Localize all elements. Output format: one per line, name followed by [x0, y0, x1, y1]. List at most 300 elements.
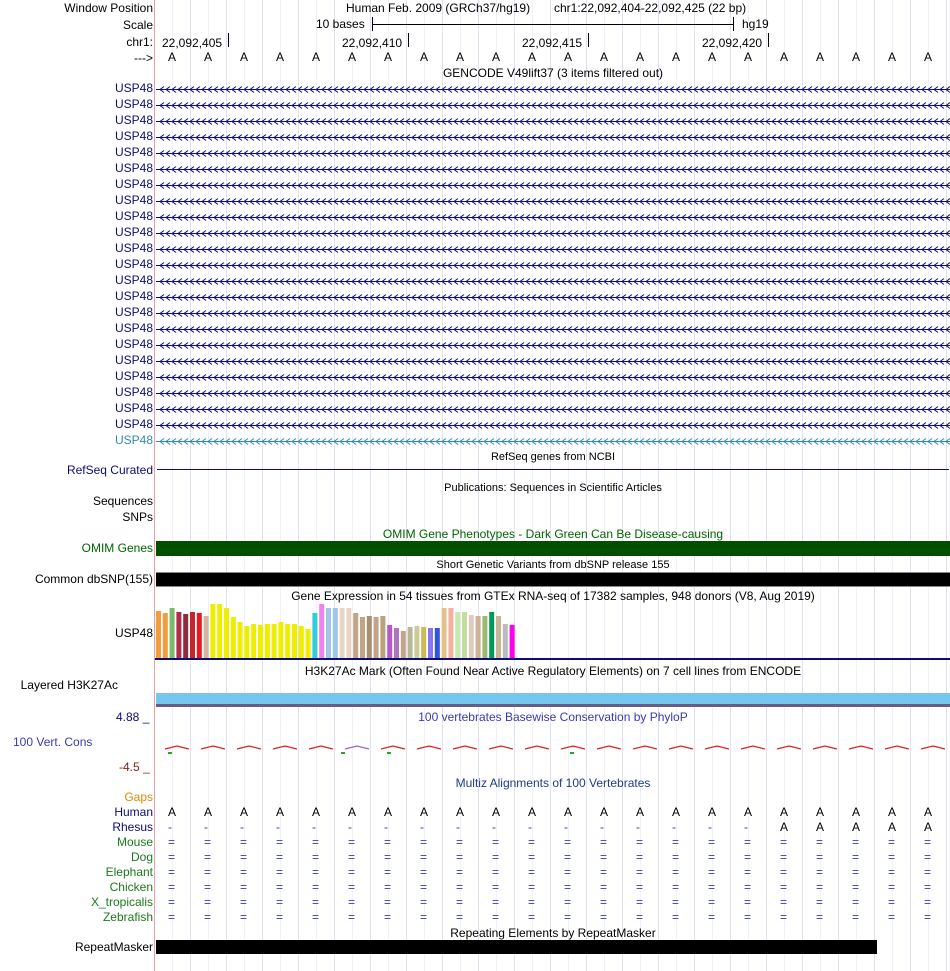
alignment-base: A: [276, 805, 285, 819]
alignment-base: A: [168, 805, 177, 819]
alignment-base: =: [312, 880, 320, 894]
alignment-base: =: [708, 910, 716, 924]
gtex-tissue-bar: [333, 608, 338, 658]
alignment-base: A: [744, 805, 753, 819]
alignment-base: =: [456, 850, 464, 864]
assembly-text: Human Feb. 2009 (GRCh37/hg19): [346, 1, 531, 15]
h3k27ac-title[interactable]: H3K27Ac Mark (Often Found Near Active Regulatory Elements) on 7 cell lines from ENCODE: [304, 664, 802, 678]
gtex-tissue-bar: [489, 612, 494, 658]
alignment-base: =: [564, 895, 572, 909]
gencode-transcript-label[interactable]: USP48: [114, 401, 153, 415]
coord-tick-mark: [588, 33, 589, 47]
alignment-base: =: [924, 865, 932, 879]
gtex-tissue-bar: [170, 608, 175, 658]
alignment-base: =: [564, 850, 572, 864]
multiz-species-label[interactable]: Human: [114, 805, 153, 819]
gencode-transcript[interactable]: [156, 291, 950, 303]
multiz-species-label[interactable]: X_tropicalis: [90, 895, 153, 909]
gencode-transcript-label[interactable]: USP48: [114, 193, 153, 207]
gencode-transcript[interactable]: [156, 403, 950, 415]
phylop-mark: [341, 752, 345, 754]
gencode-transcript[interactable]: [156, 227, 950, 239]
phylop-mark: [489, 746, 513, 749]
gtex-tissue-bar: [231, 617, 236, 658]
coord-tick-mark: [768, 33, 769, 47]
alignment-base: A: [924, 820, 933, 834]
alignment-base: =: [888, 835, 896, 849]
alignment-base: A: [816, 820, 825, 834]
gencode-transcript-label[interactable]: USP48: [114, 273, 153, 287]
multiz-species-label[interactable]: Rhesus: [112, 820, 153, 834]
chrom-label: chr1:: [126, 35, 153, 49]
gencode-transcript[interactable]: [156, 275, 950, 287]
gtex-tissue-bar: [176, 612, 181, 658]
gencode-transcript-label[interactable]: USP48: [114, 257, 153, 271]
gencode-transcript-label[interactable]: USP48: [114, 209, 153, 223]
gtex-tissue-bar: [238, 622, 243, 658]
dbsnp-feature-bar[interactable]: [156, 572, 950, 587]
alignment-base: =: [816, 880, 824, 894]
gencode-transcript-label[interactable]: USP48: [114, 241, 153, 255]
alignment-base: =: [240, 835, 248, 849]
alignment-base: A: [924, 805, 933, 819]
alignment-base: =: [816, 850, 824, 864]
dbsnp-label[interactable]: Common dbSNP(155): [34, 572, 153, 586]
alignment-base: =: [456, 835, 464, 849]
alignment-base: A: [888, 805, 897, 819]
alignment-base: =: [600, 850, 608, 864]
alignment-base: A: [672, 805, 681, 819]
alignment-base: =: [816, 835, 824, 849]
gtex-tissue-bar: [374, 617, 379, 658]
gencode-title[interactable]: GENCODE V49lift37 (3 items filtered out): [442, 66, 664, 80]
base-letter: A: [564, 50, 573, 64]
refseq-label[interactable]: RefSeq Curated: [66, 463, 153, 477]
alignment-base: =: [312, 850, 320, 864]
phylop-mark: [633, 746, 657, 749]
alignment-base: =: [384, 895, 392, 909]
gencode-transcript[interactable]: [156, 259, 950, 271]
alignment-base: =: [204, 865, 212, 879]
gtex-label[interactable]: USP48: [114, 626, 153, 640]
alignment-base: A: [420, 805, 429, 819]
alignment-base: =: [276, 835, 284, 849]
phylop-mark: [168, 752, 172, 754]
coord-tick-mark: [408, 33, 409, 47]
alignment-base: =: [348, 880, 356, 894]
alignment-base: =: [924, 880, 932, 894]
alignment-base: =: [636, 865, 644, 879]
gencode-transcript[interactable]: [156, 131, 950, 143]
alignment-base: -: [636, 820, 640, 834]
alignment-base: =: [420, 865, 428, 879]
alignment-base: -: [312, 820, 316, 834]
alignment-base: A: [780, 820, 789, 834]
h3k27ac-signal-base: [156, 704, 950, 707]
alignment-base: =: [240, 910, 248, 924]
strand-label: --->: [134, 51, 153, 65]
alignment-base: =: [744, 895, 752, 909]
gencode-transcript-label[interactable]: USP48: [114, 353, 153, 367]
gtex-tissue-bar: [156, 611, 161, 658]
alignment-base: A: [312, 805, 321, 819]
alignment-base: =: [600, 865, 608, 879]
alignment-base: =: [168, 865, 176, 879]
gencode-transcript[interactable]: [156, 307, 950, 319]
gtex-tissue-bar: [421, 627, 426, 658]
phylop-mark: [381, 746, 405, 749]
alignment-base: =: [420, 880, 428, 894]
gtex-tissue-bar: [224, 608, 229, 658]
gencode-transcript-label[interactable]: USP48: [114, 161, 153, 175]
alignment-base: =: [312, 865, 320, 879]
alignment-base: =: [564, 880, 572, 894]
phylop-mark: [885, 746, 909, 749]
gencode-transcript[interactable]: [156, 435, 950, 447]
alignment-base: =: [528, 895, 536, 909]
alignment-base: =: [816, 865, 824, 879]
alignment-base: =: [816, 910, 824, 924]
alignment-base: =: [168, 850, 176, 864]
gtex-tissue-bar: [272, 624, 277, 658]
phylop-mark: [597, 746, 621, 749]
alignment-base: A: [852, 820, 861, 834]
alignment-base: =: [672, 835, 680, 849]
alignment-base: =: [204, 835, 212, 849]
phylop-mark: [237, 746, 261, 749]
gtex-tissue-bar: [204, 616, 209, 658]
publications-sequences-label[interactable]: Sequences: [92, 494, 153, 508]
alignment-base: =: [240, 865, 248, 879]
phylop-mark: [345, 746, 369, 749]
gencode-transcript-label[interactable]: USP48: [114, 113, 153, 127]
gencode-transcript[interactable]: [156, 195, 950, 207]
gtex-tissue-bar: [210, 604, 215, 658]
gtex-tissue-bar: [292, 624, 297, 658]
alignment-base: =: [204, 895, 212, 909]
alignment-base: =: [924, 895, 932, 909]
gaps-label[interactable]: Gaps: [124, 790, 153, 804]
gtex-tissue-bar: [183, 614, 188, 658]
alignment-base: =: [636, 835, 644, 849]
dbsnp-title[interactable]: Short Genetic Variants from dbSNP release 155: [436, 559, 670, 571]
multiz-species-label[interactable]: Dog: [130, 850, 153, 864]
gtex-tissue-bar: [319, 604, 324, 658]
base-letter: A: [168, 50, 177, 64]
gencode-transcript-label[interactable]: USP48: [114, 97, 153, 111]
alignment-base: -: [456, 820, 460, 834]
multiz-species-label[interactable]: Mouse: [116, 835, 153, 849]
base-letter: A: [852, 50, 861, 64]
gtex-tissue-bar: [346, 608, 351, 658]
gtex-tissue-bar: [265, 624, 270, 658]
multiz-species-label[interactable]: Elephant: [105, 865, 153, 879]
alignment-base: =: [204, 850, 212, 864]
alignment-base: -: [528, 820, 532, 834]
gencode-transcript[interactable]: [156, 163, 950, 175]
alignment-base: -: [744, 820, 748, 834]
phylop-mark: [705, 746, 729, 749]
alignment-base: A: [528, 805, 537, 819]
gtex-tissue-bar: [380, 616, 385, 658]
gencode-transcript[interactable]: [156, 323, 950, 335]
phylop-mark: [387, 752, 391, 754]
alignment-base: =: [492, 895, 500, 909]
gtex-tissue-bar: [353, 613, 358, 658]
base-letter: A: [420, 50, 429, 64]
base-letter: A: [708, 50, 717, 64]
alignment-base: A: [852, 805, 861, 819]
gtex-tissue-bar: [340, 608, 345, 658]
phylop-mark: [813, 746, 837, 749]
alignment-base: =: [672, 850, 680, 864]
alignment-base: =: [672, 910, 680, 924]
alignment-base: =: [312, 910, 320, 924]
gencode-transcript[interactable]: [156, 115, 950, 127]
alignment-base: =: [672, 880, 680, 894]
alignment-base: =: [852, 835, 860, 849]
alignment-base: =: [348, 910, 356, 924]
gtex-tissue-bar: [462, 612, 467, 658]
gencode-transcript-label[interactable]: USP48: [114, 433, 153, 447]
alignment-base: A: [564, 805, 573, 819]
db-text: hg19: [742, 17, 769, 31]
h3k27ac-signal[interactable]: [156, 693, 950, 704]
alignment-base: =: [600, 880, 608, 894]
alignment-base: =: [888, 865, 896, 879]
phylop-mark: [273, 746, 297, 749]
base-letter: A: [528, 50, 537, 64]
alignment-base: =: [456, 880, 464, 894]
gtex-tissue-bar: [442, 608, 447, 658]
multiz-species-label[interactable]: Zebrafish: [102, 910, 153, 924]
gencode-transcript[interactable]: [156, 339, 950, 351]
alignment-base: =: [240, 895, 248, 909]
gtex-tissue-bar: [428, 628, 433, 658]
gencode-transcript[interactable]: [156, 355, 950, 367]
gencode-transcript-label[interactable]: USP48: [114, 177, 153, 191]
gtex-tissue-bar: [435, 628, 440, 658]
gencode-transcript[interactable]: [156, 83, 950, 95]
base-letter: A: [312, 50, 321, 64]
base-letter: A: [672, 50, 681, 64]
phylop-mark: [849, 746, 873, 749]
base-letter: A: [744, 50, 753, 64]
gtex-tissue-bar: [258, 625, 263, 658]
alignment-base: =: [888, 910, 896, 924]
alignment-base: =: [888, 850, 896, 864]
alignment-base: =: [816, 895, 824, 909]
alignment-base: =: [564, 910, 572, 924]
scale-bar: [372, 17, 734, 31]
gencode-transcript-label[interactable]: USP48: [114, 305, 153, 319]
alignment-base: =: [384, 835, 392, 849]
omim-feature-bar[interactable]: [156, 541, 950, 556]
base-letter: A: [924, 50, 933, 64]
alignment-base: A: [888, 820, 897, 834]
omim-title[interactable]: OMIM Gene Phenotypes - Dark Green Can Be Disease-causing: [382, 527, 724, 541]
gencode-transcript-label[interactable]: USP48: [114, 369, 153, 383]
alignment-base: =: [888, 880, 896, 894]
alignment-base: =: [204, 880, 212, 894]
alignment-base: -: [600, 820, 604, 834]
gtex-tissue-bar: [414, 626, 419, 658]
refseq-title[interactable]: RefSeq genes from NCBI: [490, 451, 616, 463]
scale-label: Scale: [122, 18, 153, 32]
alignment-base: =: [348, 835, 356, 849]
gtex-tissue-bar: [244, 626, 249, 658]
alignment-base: -: [276, 820, 280, 834]
alignment-base: -: [240, 820, 244, 834]
phylop-mark: [669, 746, 693, 749]
gencode-transcript-label[interactable]: USP48: [114, 129, 153, 143]
alignment-base: =: [528, 850, 536, 864]
alignment-base: =: [744, 835, 752, 849]
gencode-transcript-label[interactable]: USP48: [114, 225, 153, 239]
gtex-title[interactable]: Gene Expression in 54 tissues from GTEx RNA-seq of 17382 samples, 948 donors (V8, Aug 2019): [291, 589, 815, 603]
gencode-transcript-label[interactable]: USP48: [114, 145, 153, 159]
coord-tick: 22,092,410: [342, 36, 403, 50]
gtex-tissue-bar: [496, 616, 501, 658]
gencode-transcript[interactable]: [156, 179, 950, 191]
h3k27ac-label[interactable]: Layered H3K27Ac: [20, 678, 118, 692]
alignment-base: =: [168, 910, 176, 924]
phylop-max: 4.88 _: [116, 710, 150, 724]
phylop-mark: [201, 746, 225, 749]
gencode-transcript-label[interactable]: USP48: [114, 321, 153, 335]
alignment-base: =: [456, 895, 464, 909]
refseq-gene-line[interactable]: [157, 469, 949, 470]
gencode-transcript[interactable]: [156, 243, 950, 255]
repeatmasker-label[interactable]: RepeatMasker: [74, 940, 153, 954]
gtex-tissue-bar: [408, 627, 413, 658]
alignment-base: =: [420, 895, 428, 909]
phylop-mark: [570, 752, 574, 754]
gtex-tissue-bar: [394, 628, 399, 658]
coord-tick-mark: [228, 33, 229, 47]
alignment-base: =: [276, 895, 284, 909]
gencode-transcript[interactable]: [156, 99, 950, 111]
gencode-transcript-label[interactable]: USP48: [114, 289, 153, 303]
gtex-tissue-bar: [312, 613, 317, 658]
alignment-base: =: [780, 895, 788, 909]
alignment-base: =: [420, 910, 428, 924]
alignment-base: =: [672, 895, 680, 909]
gencode-transcript[interactable]: [156, 387, 950, 399]
alignment-base: =: [456, 865, 464, 879]
alignment-base: =: [204, 910, 212, 924]
publications-title[interactable]: Publications: Sequences in Scientific Articles: [444, 482, 662, 494]
alignment-base: =: [708, 850, 716, 864]
alignment-base: =: [492, 865, 500, 879]
alignment-base: =: [600, 910, 608, 924]
alignment-base: A: [348, 805, 357, 819]
alignment-base: =: [456, 910, 464, 924]
phylop-mark: [309, 746, 333, 749]
alignment-base: =: [420, 850, 428, 864]
repeatmasker-title[interactable]: Repeating Elements by RepeatMasker: [450, 926, 656, 940]
alignment-base: =: [780, 835, 788, 849]
alignment-base: =: [708, 865, 716, 879]
alignment-base: =: [852, 895, 860, 909]
gencode-transcript-label[interactable]: USP48: [114, 417, 153, 431]
alignment-base: =: [384, 850, 392, 864]
alignment-base: =: [852, 850, 860, 864]
gencode-transcript-label[interactable]: USP48: [114, 337, 153, 351]
alignment-base: A: [780, 805, 789, 819]
alignment-base: =: [924, 850, 932, 864]
phylop-mark: [561, 746, 585, 749]
gencode-transcript[interactable]: [156, 211, 950, 223]
base-letter: A: [888, 50, 897, 64]
alignment-base: =: [492, 910, 500, 924]
gencode-transcript-label[interactable]: USP48: [114, 81, 153, 95]
gencode-transcript[interactable]: [156, 419, 950, 431]
alignment-base: -: [708, 820, 712, 834]
alignment-base: =: [240, 850, 248, 864]
alignment-base: -: [564, 820, 568, 834]
gtex-tissue-bar: [367, 616, 372, 658]
alignment-base: =: [240, 880, 248, 894]
gencode-transcript[interactable]: [156, 147, 950, 159]
base-letter: A: [204, 50, 213, 64]
publications-snps-label[interactable]: SNPs: [122, 510, 153, 524]
alignment-base: =: [384, 865, 392, 879]
gtex-tissue-bar: [516, 631, 521, 658]
alignment-base: =: [600, 895, 608, 909]
alignment-base: =: [636, 850, 644, 864]
base-letter: A: [384, 50, 393, 64]
gtex-tissue-bar: [285, 624, 290, 658]
base-letter: A: [240, 50, 249, 64]
phylop-label[interactable]: 100 Vert. Cons: [13, 735, 93, 749]
alignment-base: =: [780, 880, 788, 894]
alignment-base: =: [528, 880, 536, 894]
multiz-title[interactable]: Multiz Alignments of 100 Vertebrates: [455, 776, 651, 790]
gencode-transcript-label[interactable]: USP48: [114, 385, 153, 399]
omim-label[interactable]: OMIM Genes: [81, 541, 153, 555]
alignment-base: =: [780, 850, 788, 864]
alignment-base: A: [204, 805, 213, 819]
alignment-base: A: [636, 805, 645, 819]
gtex-tissue-bar: [448, 608, 453, 658]
alignment-base: =: [852, 865, 860, 879]
alignment-base: =: [528, 835, 536, 849]
gtex-bar-chart[interactable]: [155, 604, 950, 660]
alignment-base: =: [708, 835, 716, 849]
alignment-base: =: [564, 865, 572, 879]
alignment-base: -: [384, 820, 388, 834]
alignment-base: =: [276, 880, 284, 894]
alignment-base: =: [744, 880, 752, 894]
alignment-base: =: [276, 910, 284, 924]
alignment-base: =: [600, 835, 608, 849]
gtex-tissue-bar: [299, 626, 304, 658]
gencode-transcript[interactable]: [156, 371, 950, 383]
alignment-base: =: [168, 895, 176, 909]
repeatmasker-feature-bar[interactable]: [156, 940, 877, 954]
coord-tick: 22,092,405: [162, 36, 223, 50]
phylop-mark: [741, 746, 765, 749]
alignment-base: A: [816, 805, 825, 819]
phylop-mark: [417, 746, 441, 749]
base-letter: A: [456, 50, 465, 64]
gtex-tissue-bar: [503, 624, 508, 658]
phylop-signal[interactable]: [155, 735, 950, 765]
multiz-species-label[interactable]: Chicken: [109, 880, 153, 894]
alignment-base: =: [852, 910, 860, 924]
phylop-title[interactable]: 100 vertebrates Basewise Conservation by PhyloP: [418, 710, 688, 724]
